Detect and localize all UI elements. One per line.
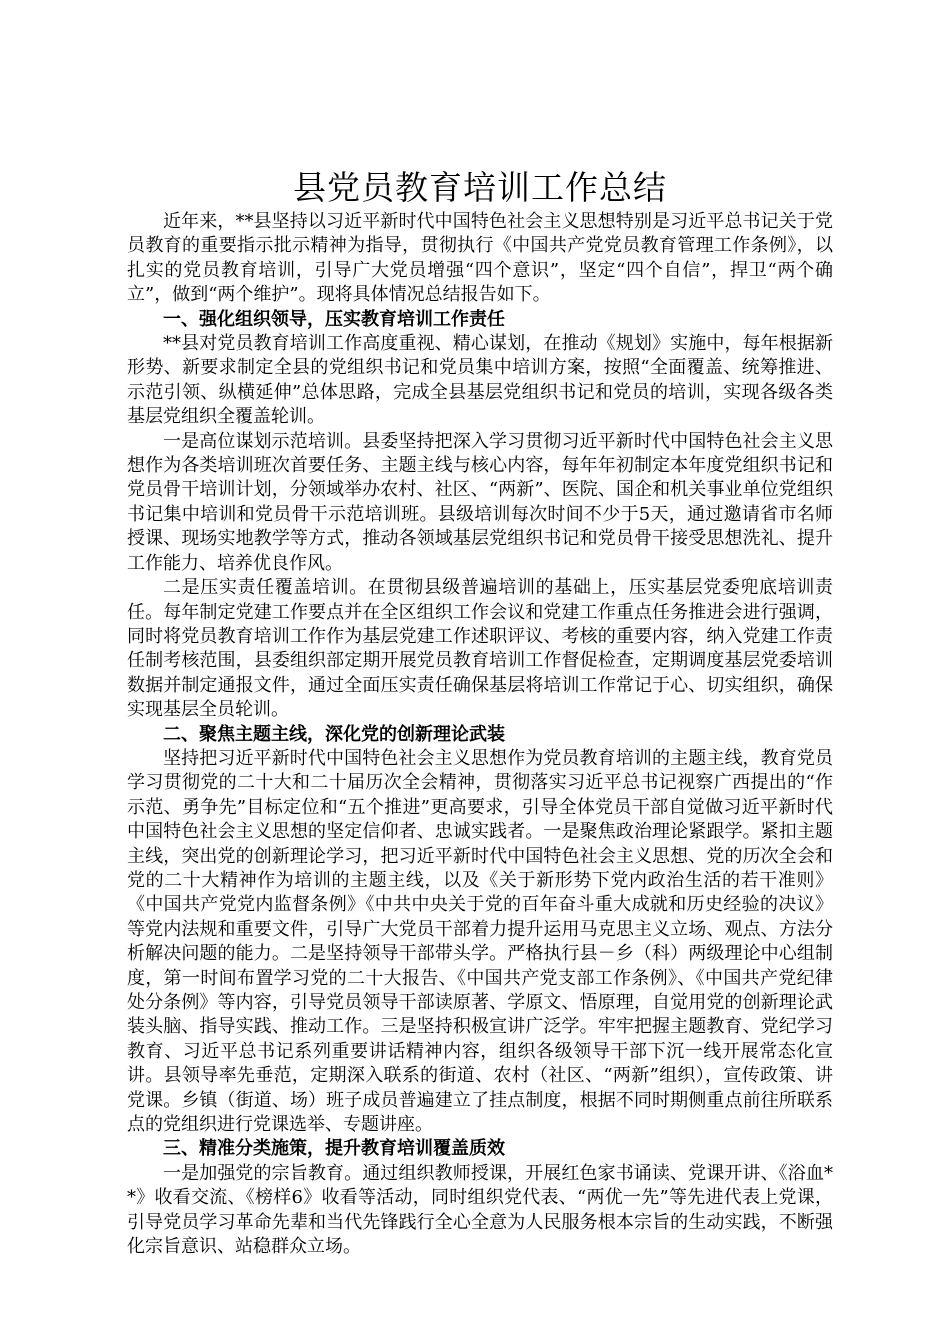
section-3-paragraph-1: 一是加强党的宗旨教育。通过组织教师授课，开展红色家书诵读、党课开讲、《浴血**》收看交流、《榜样6》收看等活动，同时组织党代表、“两优一先”等先进代表上党课，引导党员学习革命先辈和当代先锋践行全心全意为人民服务根本宗旨的生动实践，不断强化宗旨意识、站稳群众立场。	[127, 1162, 833, 1258]
section-1-paragraph-2: 一是高位谋划示范培训。县委坚持把深入学习贯彻习近平新时代中国特色社会主义思想作为各类培训班次首要任务、主题主线与核心内容，每年年初制定本年度党组织书记和党员骨干培训计划，分领域举办农村、社区、“两新”、医院、国企和机关事业单位党组织书记集中培训和党员骨干示范培训班。县级培训每次时间不少于5天，通过邀请省市名师授课、现场实地教学等方式，推动各领域基层党组织书记和党员骨干接受思想洗礼、提升工作能力、培养优良作风。	[127, 430, 833, 574]
section-2-heading: 二、聚焦主题主线，深化党的创新理论武装	[163, 723, 505, 745]
intro-paragraph: 近年来，**县坚持以习近平新时代中国特色社会主义思想特别是习近平总书记关于党员教育的重要指示批示精神为指导，贯彻执行《中国共产党党员教育管理工作条例》，以扎实的党员教育培训，引导广大党员增强“四个意识”，坚定“四个自信”，捍卫“两个确立”，做到“两个维护”。现将具体情况总结报告如下。	[127, 211, 833, 306]
document-title: 县党员教育培训工作总结	[293, 168, 667, 207]
document-page	[127, 166, 833, 1259]
section-2-paragraph-1: 坚持把习近平新时代中国特色社会主义思想作为党员教育培训的主题主线，教育党员学习贯彻党的二十大和二十届历次全会精神，贯彻落实习近平总书记视察广西提出的“作示范、勇争先”目标定位和“五个推进”更高要求，引导全体党员干部自觉做习近平新时代中国特色社会主义思想的坚定信仰者、忠诚实践者。一是聚焦政治理论紧跟学。紧扣主题主线，突出党的创新理论学习，把习近平新时代中国特色社会主义思想、党的历次全会和党的二十大精神作为培训的主题主线，以及《关于新形势下党内政治生活的若干准则》《中国共产党党内监督条例》《中共中央关于党的百年奋斗重大成就和历史经验的决议》等党内法规和重要文件，引导广大党员干部着力提升运用马克思主义立场、观点、方法分析解决问题的能力。二是坚持领导干部带头学。严格执行县－乡（科）两级理论中心组制度，第一时间布置学习党的二十大报告、《中国共产党支部工作条例》、《中国共产党纪律处分条例》等内容，引导党员领导干部读原著、学原文、悟原理，自觉用党的创新理论武装头脑、指导实践、推动工作。三是坚持积极宣讲广泛学。牢牢把握主题教育、党纪学习教育、习近平总书记系列重要讲话精神内容，组织各级领导干部下沉一线开展常态化宣讲。县领导率先垂范，定期深入联系的街道、农村（社区、“两新”组织），宣传政策、讲党课。乡镇（街道、场）班子成员普遍建立了挂点制度，根据不同时期侧重点前往所联系点的党组织进行党课选举、专题讲座。	[127, 747, 833, 1136]
section-1-paragraph-3: 二是压实责任覆盖培训。在贯彻县级普遍培训的基础上，压实基层党委兜底培训责任。每年制定党建工作要点并在全区组织工作会议和党建工作重点任务推进会进行强调，同时将党员教育培训工作作为基层党建工作述职评议、考核的重要内容，纳入党建工作责任制考核范围，县委组织部定期开展党员教育培训工作督促检查，定期调度基层党委培训数据并制定通报文件，通过全面压实责任确保基层将培训工作常记于心、切实组织，确保实现基层全员轮训。	[127, 577, 833, 721]
section-1-paragraph-1: **县对党员教育培训工作高度重视、精心谋划，在推动《规划》实施中，每年根据新形势、新要求制定全县的党组织书记和党员集中培训方案，按照“全面覆盖、统筹推进、示范引领、纵横延伸”总体思路，完成全县基层党组织书记和党员的培训，实现各级各类基层党组织全覆盖轮训。	[127, 333, 833, 428]
section-1-heading: 一、强化组织领导，压实教育培训工作责任	[163, 308, 505, 330]
section-3-heading: 三、精准分类施策，提升教育培训覆盖质效	[163, 1138, 505, 1160]
